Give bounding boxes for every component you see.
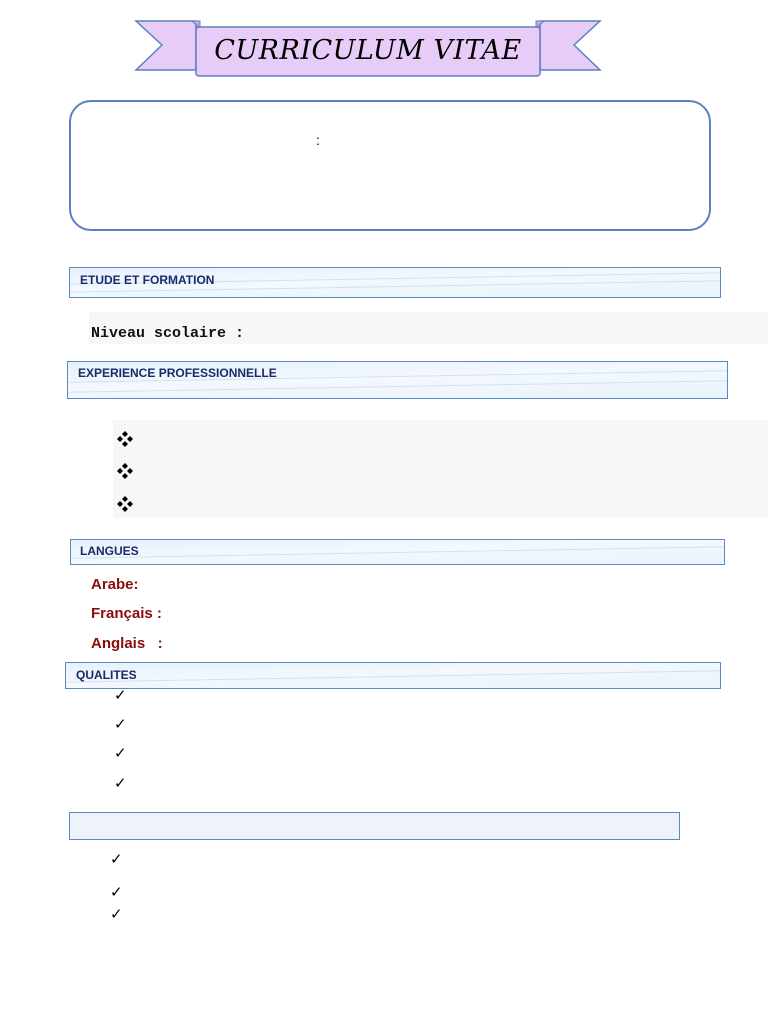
language-arabe: Arabe: [91, 576, 139, 593]
section-qualities-heading: QUALITES [76, 668, 137, 682]
checkmark-icon: ✓ [114, 774, 127, 792]
four-diamond-icon [116, 495, 134, 513]
four-diamond-icon [116, 462, 134, 480]
checkmark-icon: ✓ [110, 850, 123, 868]
niveau-scolaire-label: Niveau scolaire : [91, 325, 245, 342]
section-experience [67, 361, 728, 399]
section-languages [70, 539, 725, 565]
banner-left-tail [136, 21, 196, 70]
header-info-box [69, 100, 711, 231]
section-education [69, 267, 721, 298]
checkmark-icon: ✓ [110, 883, 123, 901]
section-other [69, 812, 680, 840]
banner-right-tail [540, 21, 600, 70]
language-francais: Français : [91, 605, 162, 622]
section-education-heading: ETUDE ET FORMATION [80, 273, 215, 287]
checkmark-icon: ✓ [110, 905, 123, 923]
four-diamond-icon [116, 430, 134, 448]
checkmark-icon: ✓ [114, 744, 127, 762]
section-experience-heading: EXPERIENCE PROFESSIONNELLE [78, 366, 277, 380]
header-colon: : [316, 132, 320, 148]
section-languages-heading: LANGUES [80, 544, 139, 558]
checkmark-icon: ✓ [114, 686, 127, 704]
language-anglais: Anglais : [91, 635, 163, 652]
page-title: CURRICULUM VITAE [214, 34, 522, 66]
section-qualities [65, 662, 721, 689]
experience-list [113, 420, 768, 518]
checkmark-icon: ✓ [114, 715, 127, 733]
